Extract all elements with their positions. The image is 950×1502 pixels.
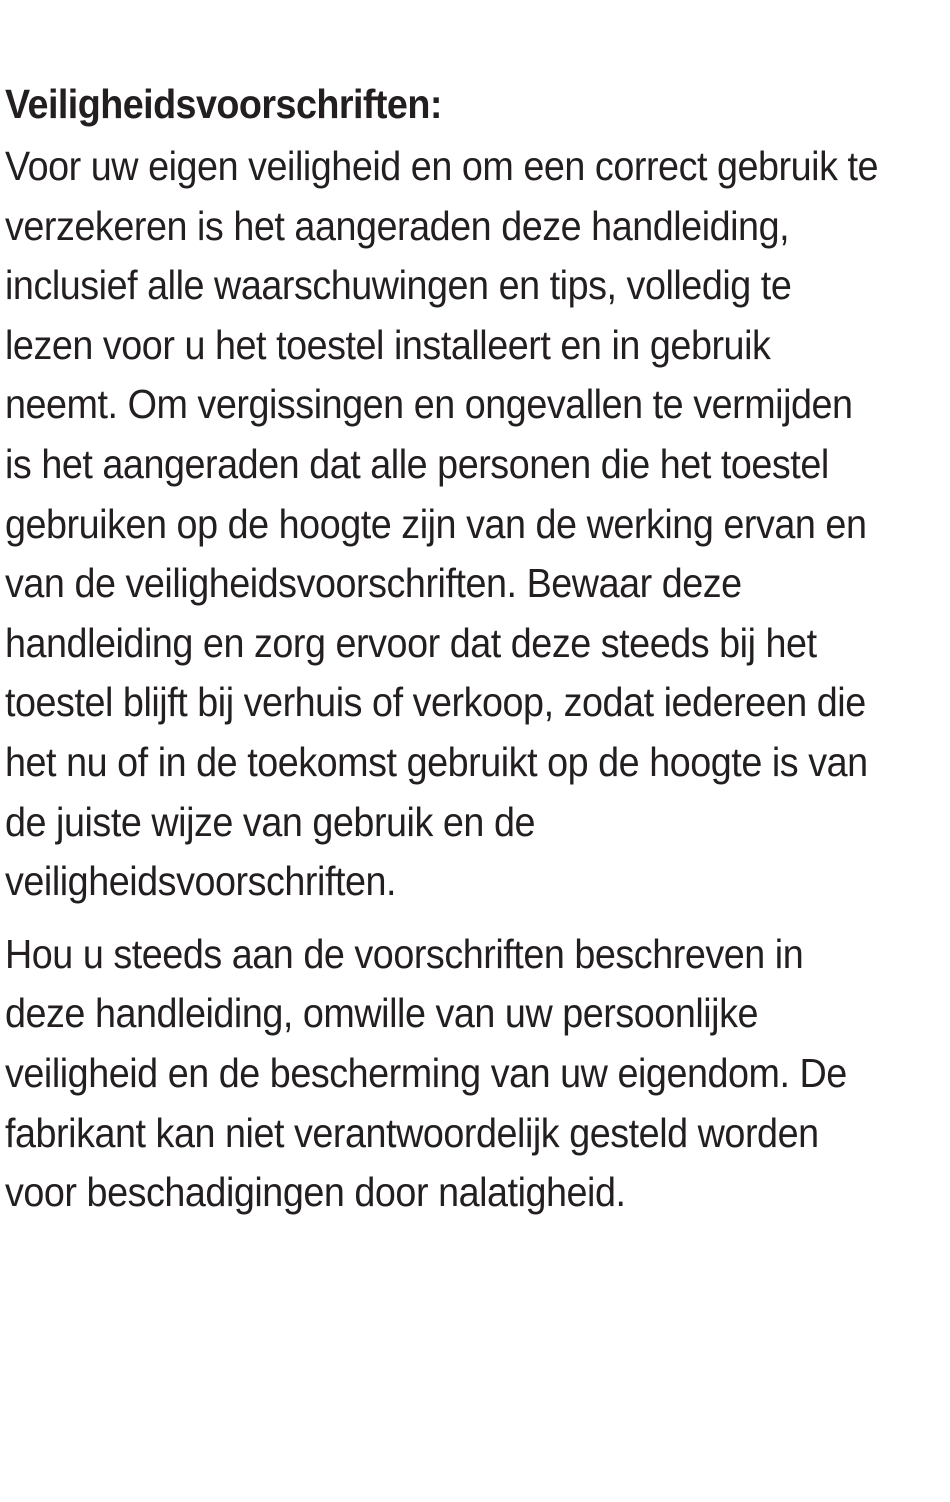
text-line: handleiding en zorg ervoor dat deze steeds bij het	[5, 619, 817, 666]
text-line: gebruiken op de hoogte zijn van de werking ervan en	[5, 500, 867, 547]
text-line: veiligheid en de bescherming van uw eigendom. De	[5, 1049, 847, 1096]
text-line: is het aangeraden dat alle personen die het toestel	[5, 440, 829, 487]
paragraph-2	[5, 925, 945, 1223]
text-line: verzekeren is het aangeraden deze handleiding,	[5, 202, 790, 249]
text-line: voor beschadigingen door nalatigheid.	[5, 1169, 626, 1216]
text-line: lezen voor u het toestel installeert en in gebruik	[5, 321, 771, 368]
text-line: Voor uw eigen veiligheid en om een correct gebruik te	[5, 143, 879, 189]
text-line: Hou u steeds aan de voorschriften beschreven in	[5, 930, 804, 977]
text-line: deze handleiding, omwille van uw persoonlijke	[5, 990, 759, 1037]
text-line: fabrikant kan niet verantwoordelijk gesteld worden	[5, 1109, 819, 1156]
document-content	[5, 74, 945, 1236]
section-heading: Veiligheidsvoorschriften:	[5, 81, 442, 127]
text-line: de juiste wijze van gebruik en de	[5, 798, 535, 845]
text-line: van de veiligheidsvoorschriften. Bewaar deze	[5, 560, 742, 607]
text-line: het nu of in de toekomst gebruikt op de hoogte is van	[5, 738, 868, 785]
text-line: inclusief alle waarschuwingen en tips, volledig te	[5, 262, 792, 309]
text-line: toestel blijft bij verhuis of verkoop, zodat iedereen die	[5, 679, 866, 726]
text-line: veiligheidsvoorschriften.	[5, 858, 397, 905]
paragraph-1	[5, 137, 945, 912]
text-line: neemt. Om vergissingen en ongevallen te vermijden	[5, 381, 853, 428]
